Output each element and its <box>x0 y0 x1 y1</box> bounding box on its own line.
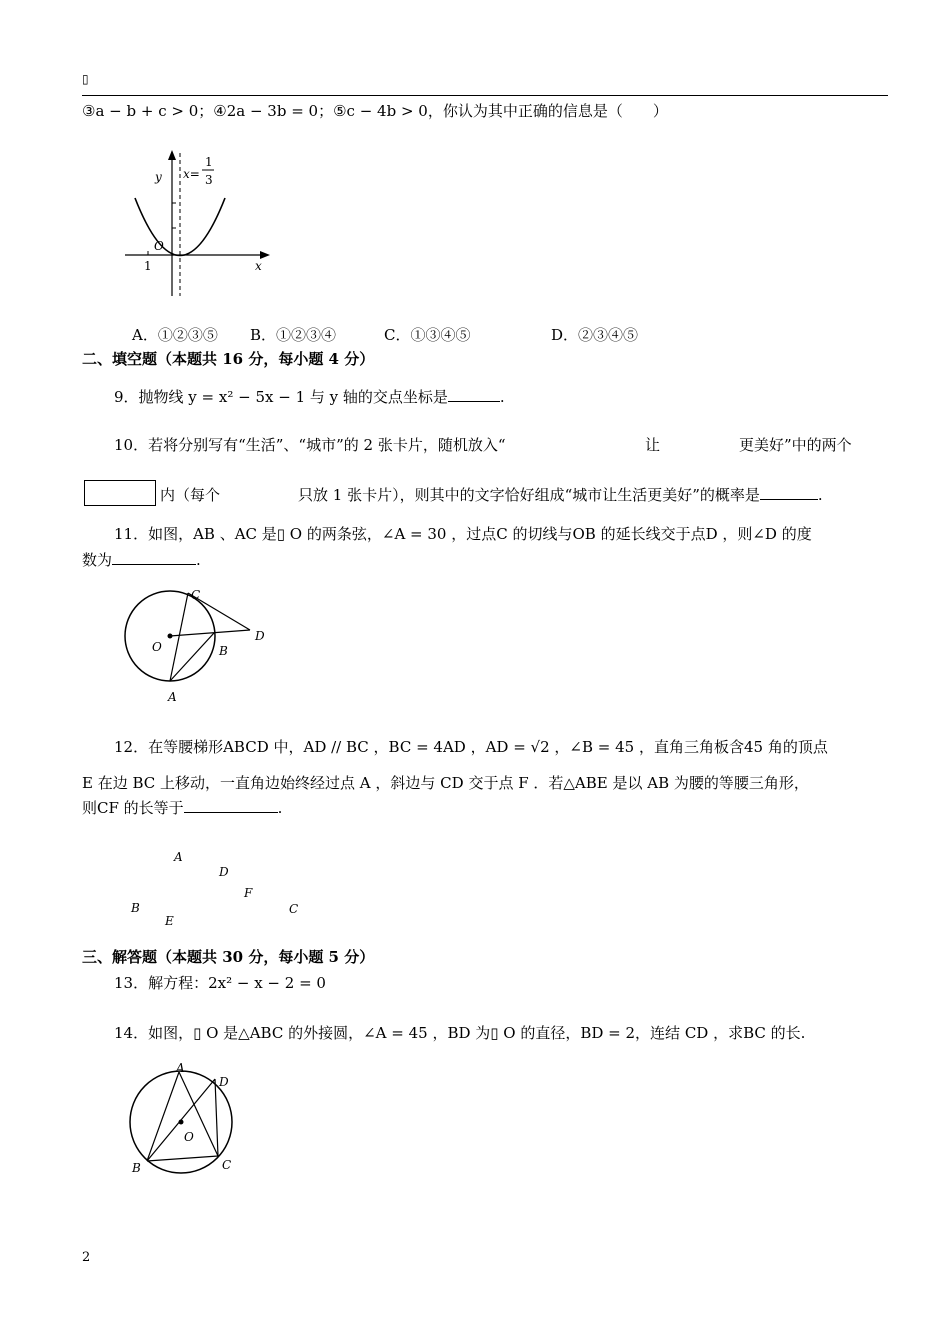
q9-text: 9．抛物线 y = x² − 5x − 1 与 y 轴的交点坐标是 <box>114 388 448 406</box>
section3-title: 三、解答题（本题共 30 分，每小题 5 分） <box>82 948 375 966</box>
q8-fig-axis-eq: x= <box>183 167 200 181</box>
section2-title: 二、填空题（本题共 16 分，每小题 4 分） <box>82 350 375 368</box>
q12-line3-wrap <box>82 797 282 818</box>
q11-fig-a: A <box>168 690 177 704</box>
header-glyph: ▯ <box>82 72 89 86</box>
q11-fig-c: C <box>191 588 201 602</box>
q12-fig-d: D <box>219 865 229 879</box>
q10-line2a: 内（每个 <box>160 486 221 504</box>
q14-fig-a: A <box>176 1061 185 1075</box>
q11-line2-wrap <box>82 549 201 570</box>
q12-fig-b: B <box>131 901 140 915</box>
q14-fig-c: C <box>222 1158 232 1172</box>
q10-part1: 10．若将分别写有“生活”、“城市”的 2 张卡片，随机放入“ <box>114 436 506 454</box>
q11-line2: 数为 <box>82 551 113 569</box>
q12-line1: 12．在等腰梯形ABCD 中，AD // BC ，BC = 4AD ，AD = √2 ，∠B = 45 ，直角三角板含45 角的顶点 <box>114 738 828 756</box>
q8-statements: ③a − b + c > 0；④2a − 3b = 0；⑤c − 4b > 0，你认为其中正确的信息是（ ） <box>82 102 668 120</box>
q14-fig-d: D <box>219 1075 229 1089</box>
page-number: 2 <box>82 1250 91 1265</box>
q8-option-c: C．①③④⑤ <box>384 326 471 344</box>
q9-end: . <box>499 388 505 406</box>
q12-fig-c: C <box>289 902 299 916</box>
q8-fig-num: 1 <box>205 155 213 169</box>
q8-fig-x: x <box>255 259 262 273</box>
q12-line3: 则CF 的长等于 <box>82 799 184 817</box>
q14-fig-o: O <box>184 1130 194 1144</box>
q12-fig-a: A <box>174 850 183 864</box>
q12-end: . <box>277 799 283 817</box>
q11-circle-figure <box>118 585 278 710</box>
q11-end: . <box>196 551 201 569</box>
q8-fig-one: 1 <box>144 259 152 273</box>
q11-fig-d: D <box>255 629 265 643</box>
q12-answer-blank[interactable] <box>184 812 278 813</box>
q14-text: 14．如图，▯ O 是△ABC 的外接圆，∠A = 45 ，BD 为▯ O 的直径，BD = 2，连结 CD ，求BC 的长. <box>114 1024 806 1042</box>
q10-word1: 让 <box>645 436 661 454</box>
q12-trapezoid-figure <box>125 845 325 935</box>
q13-text: 13．解方程：2x² − x − 2 = 0 <box>114 974 326 992</box>
q8-option-a: A．①②③⑤ <box>132 326 218 344</box>
q11-line1: 11．如图，AB 、AC 是▯ O 的两条弦，∠A = 30 ，过点C 的切线与OB 的延长线交于点D ，则∠D 的度 <box>114 525 812 543</box>
q10-answer-blank[interactable] <box>760 499 818 500</box>
q8-option-b: B．①②③④ <box>250 326 337 344</box>
q8-option-d: D．②③④⑤ <box>551 326 639 344</box>
q14-circle-figure <box>122 1062 252 1182</box>
q10-card-box <box>84 480 156 506</box>
q12-fig-e: E <box>165 914 174 928</box>
header-rule <box>82 95 888 96</box>
q11-answer-blank[interactable] <box>112 564 196 565</box>
q10-line2b-wrap <box>298 484 823 505</box>
q8-fig-o: O <box>154 239 164 253</box>
q10-part2: 更美好”中的两个 <box>739 436 852 454</box>
q12-line2: E 在边 BC 上移动，一直角边始终经过点 A ，斜边与 CD 交于点 F ．若△ABE 是以 AB 为腰的等腰三角形， <box>82 774 809 792</box>
q9-answer-blank[interactable] <box>448 401 500 402</box>
q14-fig-b: B <box>132 1161 141 1175</box>
q10-line2b: 只放 1 张卡片），则其中的文字恰好组成“城市让生活更美好”的概率是 <box>298 486 760 504</box>
q9-line <box>114 386 505 407</box>
q11-fig-o: O <box>152 640 162 654</box>
q11-fig-b: B <box>219 644 228 658</box>
q8-fig-y: y <box>155 170 162 184</box>
q8-parabola-figure <box>125 148 285 308</box>
q8-fig-den: 3 <box>205 173 213 187</box>
q10-end: . <box>817 486 823 504</box>
q12-fig-f: F <box>244 886 253 900</box>
